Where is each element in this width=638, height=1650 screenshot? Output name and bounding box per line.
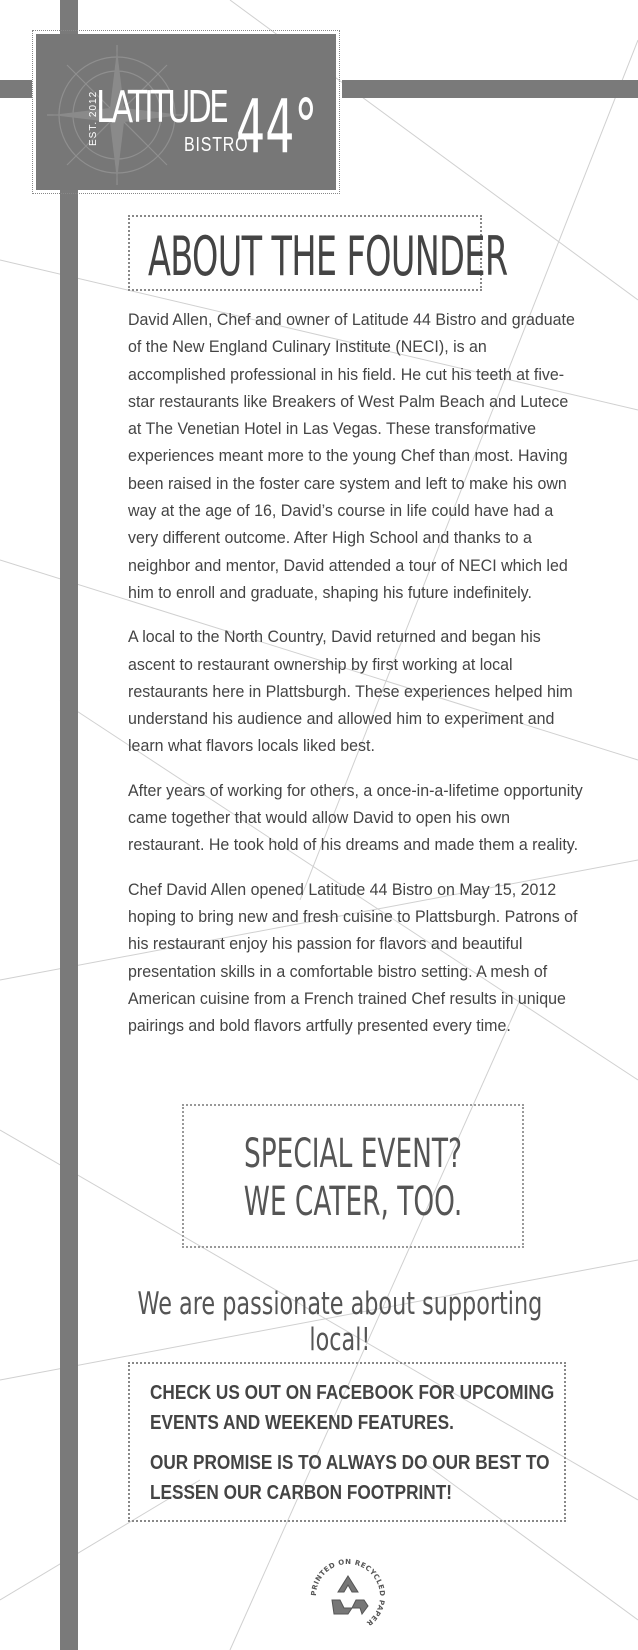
catering-box	[182, 1104, 524, 1248]
promo-box	[128, 1362, 566, 1522]
bio-paragraph: David Allen, Chef and owner of Latitude 44 Bistro and graduate of the New England Culinary Institute (NECI), is an accomplished professional in his field. He cut his teeth at five-star restaurants like Breakers of West Palm Beach and Lutece at The Venetian Hotel in Las Vegas. These transformative experiences meant more to the young Chef than most. Having been raised in the foster care system and left to make his own way at the age of 16, David’s course in life could have had a very different outcome. After High School and thanks to a neighbor and mentor, David attended a tour of NECI which led him to enroll and graduate, shaping his future indefinitely.	[128, 310, 575, 602]
carbon-promise: OUR PROMISE IS TO ALWAYS DO OUR BEST TO LESSEN OUR CARBON FOOTPRINT!	[150, 1452, 550, 1504]
catering-line-1: SPECIAL EVENT?	[243, 1131, 463, 1177]
bio-paragraph: A local to the North Country, David returned and began his ascent to restaurant ownership by first working at local restaurants here in Plattsburgh. These experiences helped him understand his audience and allowed him to experiment and learn what flavors locals liked best.	[128, 627, 573, 756]
logo-established: EST. 2012	[88, 90, 99, 146]
left-horizontal-bar	[0, 80, 32, 98]
recycled-paper-text: PRINTED ON RECYCLED PAPER	[309, 1557, 387, 1628]
logo-number: 44°	[236, 84, 318, 170]
right-horizontal-bar	[342, 80, 638, 98]
recycled-paper-seal-icon	[306, 1554, 390, 1638]
founder-bio	[128, 306, 583, 1056]
catering-line-2: WE CATER, TOO.	[243, 1179, 463, 1225]
about-title-box	[128, 215, 508, 291]
left-vertical-bar	[60, 0, 78, 1650]
bio-paragraph: Chef David Allen opened Latitude 44 Bistro on May 15, 2012 hoping to bring new and fresh cuisine to Plattsburgh. Patrons of his restaurant enjoy his passion for flavors and beautiful presentation skills in a comfortable bistro setting. A mesh of American cuisine from a French trained Chef results in unique pairings and bold flavors artfully presented every time.	[128, 879, 578, 1036]
latitude-44-logo	[36, 34, 336, 190]
bio-paragraph: After years of working for others, a once-in-a-lifetime opportunity came together that would allow David to open his own restaurant. He took hold of his dreams and made them a reality.	[128, 780, 583, 855]
svg-text:PRINTED ON RECYCLED PAPER	[310, 1558, 386, 1627]
logo-name: LATITUDE	[96, 82, 227, 133]
logo-subtitle: BISTRO	[184, 134, 249, 156]
local-tagline-wrap	[89, 1286, 548, 1358]
local-tagline: We are passionate about supporting local!	[137, 1286, 543, 1358]
page-title: ABOUT THE FOUNDER	[148, 225, 508, 288]
facebook-notice: CHECK US OUT ON FACEBOOK FOR UPCOMING EVENTS AND WEEKEND FEATURES.	[150, 1382, 555, 1434]
